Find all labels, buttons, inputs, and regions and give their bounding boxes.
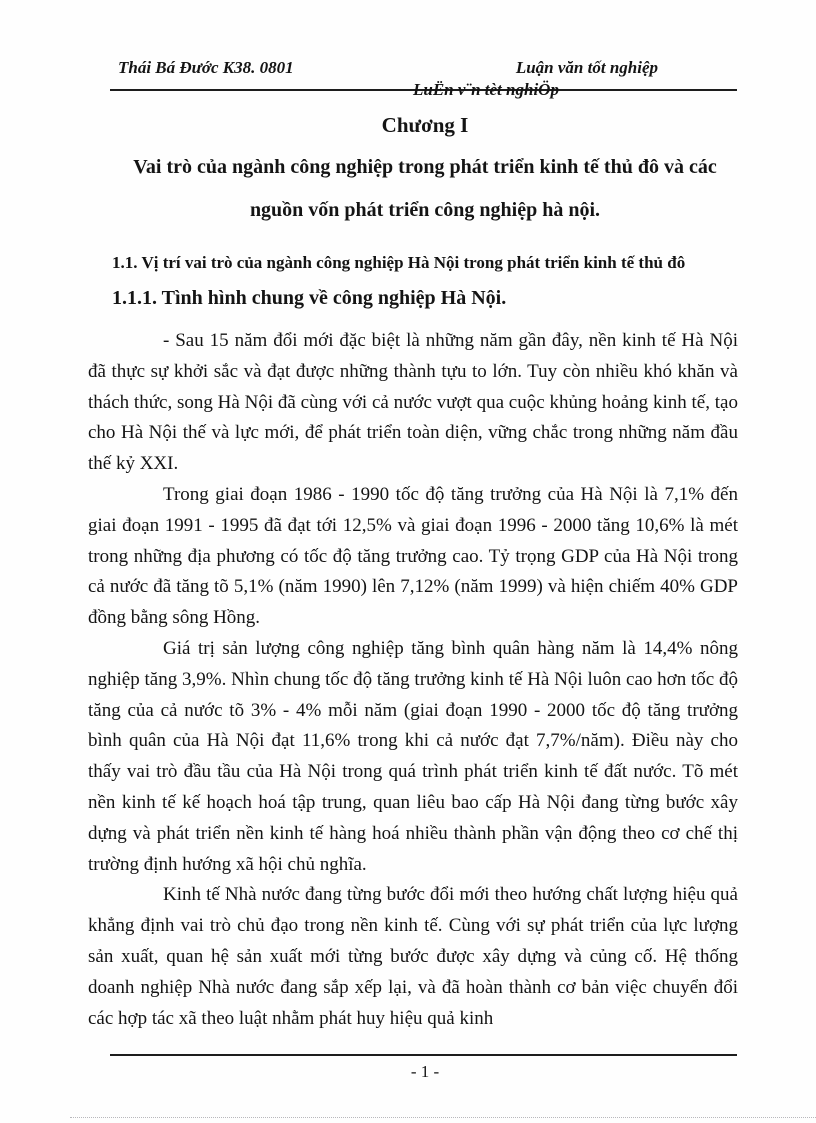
body-text [88,326,738,1034]
scan-artifact-line [70,1117,816,1118]
paragraph-1: - Sau 15 năm đổi mới đặc biệt là những năm gần đây, nền kinh tế Hà Nội đã thực sự khởi sắc và đạt được những thành tựu to lớn. Tuy còn nhiều khó khăn và thách thức, song Hà Nội đã cùng với cả nước vượt qua cuộc khủng hoảng kinh tế, tạo cho Hà Nội thế và lực mới, để phát triển toàn diện, vững chắc trong những năm đầu thế kỷ XXI. [88,330,738,475]
header-overlay-text: LuËn v¨n tèt nghiÖp [413,80,559,99]
header-doc-type: Luận văn tốt nghiệp [515,58,658,77]
chapter-label: Chương I [381,113,469,137]
footer-rule [110,1054,737,1056]
paragraph-3: Giá trị sản lượng công nghiệp tăng bình quân hàng năm là 14,4% nông nghiệp tăng 3,9%. Nhìn chung tốc độ tăng trưởng kinh tế Hà Nội luôn cao hơn tốc độ tăng của cả nước tõ 3% - 4% mỗi năm (giai đoạn 1990 - 2000 tốc độ tăng trưởng bình quân của Hà Nội đạt 11,6% trong khi cả nước đạt 7,7%/năm). Điều này cho thấy vai trò đầu tầu của Hà Nội trong quá trình phát triển kinh tế đất nước. Tõ mét nền kinh tế kế hoạch hoá tập trung, quan liêu bao cấp Hà Nội đang từng bước xây dựng và phát triển nền kinh tế hàng hoá nhiều thành phần vận động theo cơ chế thị trường định hướng xã hội chủ nghĩa. [88,637,738,875]
section-heading-1-1-1: 1.1.1. Tình hình chung về công nghiệp Hà Nội. [112,287,507,309]
section-heading-1-1: 1.1. Vị trí vai trò của ngành công nghiệp Hà Nội trong phát triển kinh tế thủ đô [112,253,686,272]
header-author: Thái Bá Đước K38. 0801 [118,58,294,77]
paragraph-4: Kinh tế Nhà nước đang từng bước đổi mới theo hướng chất lượng hiệu quả khẳng định vai trò chủ đạo trong nền kinh tế. Cùng với sự phát triển của lực lượng sản xuất, quan hệ sản xuất mới từng bước được xây dựng và củng cố. Hệ thống doanh nghiệp Nhà nước đang sắp xếp lại, và đã hoàn thành cơ bản việc chuyển đổi các hợp tác xã theo luật nhằm phát huy hiệu quả kinh [88,884,738,1029]
paragraph-2: Trong giai đoạn 1986 - 1990 tốc độ tăng trưởng của Hà Nội là 7,1% đến giai đoạn 1991 - 1995 đã đạt tới 12,5% và giai đoạn 1996 - 2000 tăng 10,6% là mét trong những địa phương có tốc độ tăng trưởng cao. Tỷ trọng GDP của Hà Nội trong cả nước đã tăng tõ 5,1% (năm 1990) lên 7,12% (năm 1999) và hiện chiếm 40% GDP đồng bằng sông Hồng. [88,483,738,629]
page-number: - 1 - [410,1062,440,1081]
chapter-title: Vai trò của ngành công nghiệp trong phát triển kinh tế thủ đô và các nguồn vốn phát triển công nghiệp hà nội. [133,156,717,221]
